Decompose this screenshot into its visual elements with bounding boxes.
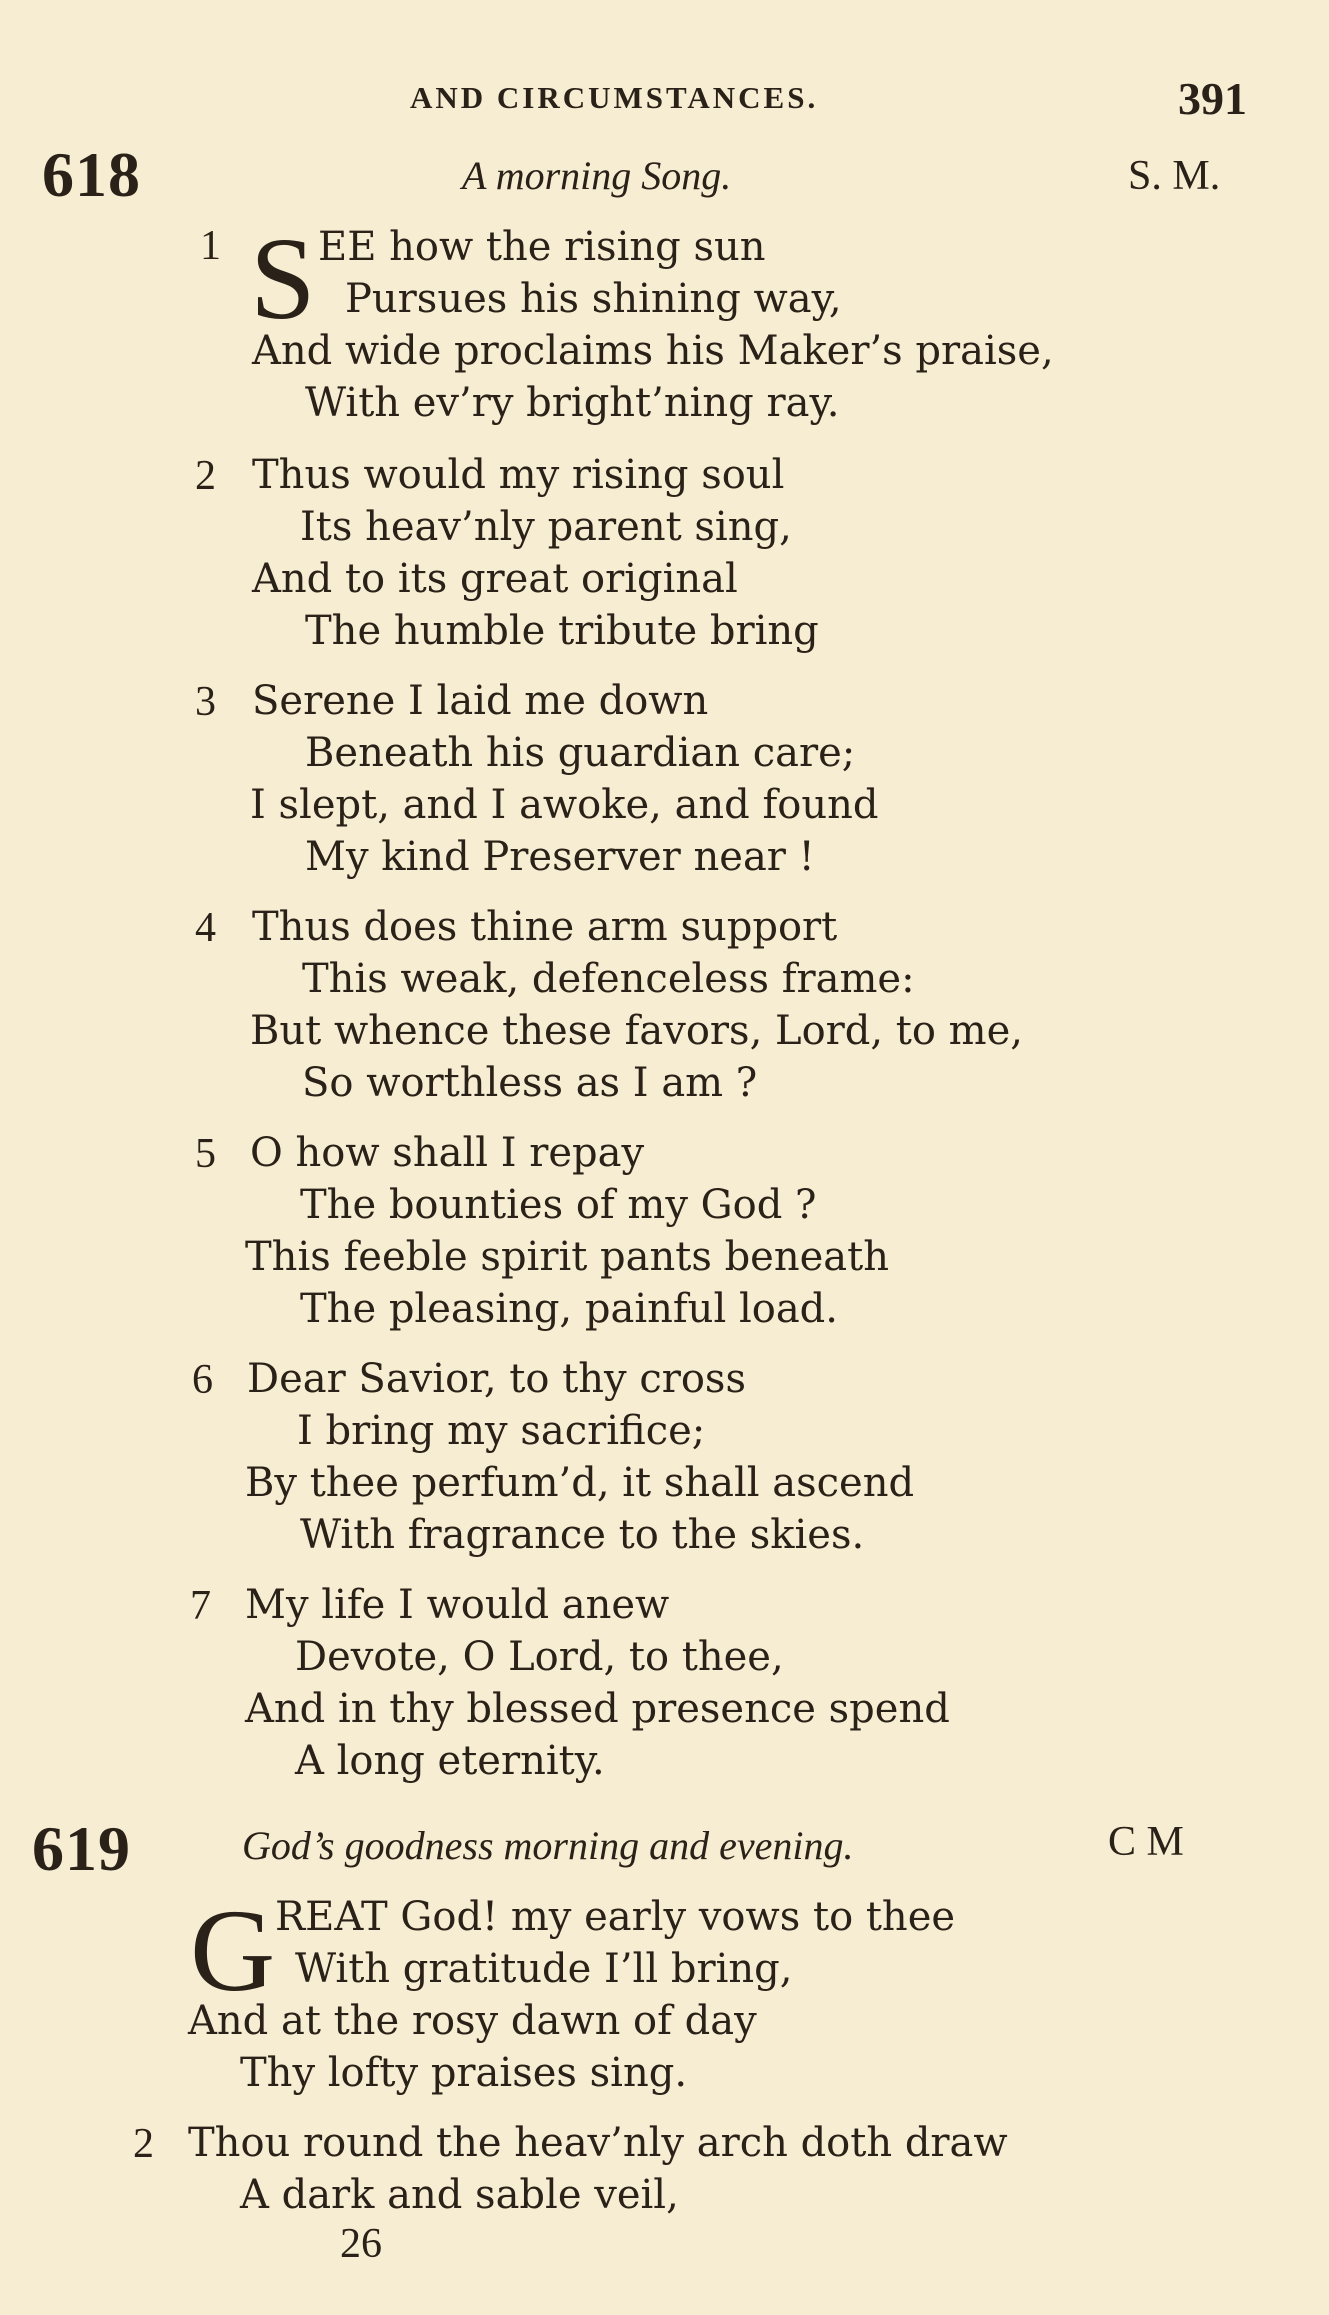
verse-line: But whence these favors, Lord, to me, xyxy=(250,1008,1023,1054)
verse-line: By thee perfum’d, it shall ascend xyxy=(245,1460,915,1506)
verse-number: 4 xyxy=(195,905,216,951)
verse-line: Thou round the heav’nly arch doth draw xyxy=(188,2120,1008,2166)
hymn-title: God’s goodness morning and evening. xyxy=(242,1823,854,1868)
verse-number: 7 xyxy=(190,1583,211,1629)
hymn-number: 618 xyxy=(42,139,141,210)
verse-number: 1 xyxy=(200,223,221,269)
verse-line: Thy lofty praises sing. xyxy=(240,2050,688,2096)
hymn-meter: C M xyxy=(1108,1819,1184,1865)
verse-line: A dark and sable veil, xyxy=(240,2172,679,2218)
drop-cap: G xyxy=(190,1885,276,2016)
verse-number: 6 xyxy=(192,1357,213,1403)
verse-line: This weak, defenceless frame: xyxy=(302,956,915,1002)
verse-line: And at the rosy dawn of day xyxy=(188,1998,757,2044)
verse-number: 2 xyxy=(133,2121,154,2167)
verse-line: With fragrance to the skies. xyxy=(300,1512,865,1558)
verse-line: A long eternity. xyxy=(295,1738,605,1784)
verse-number: 2 xyxy=(195,453,216,499)
verse-line: I slept, and I awoke, and found xyxy=(250,782,879,828)
verse-line: Its heav’nly parent sing, xyxy=(300,504,792,550)
verse-line: This feeble spirit pants beneath xyxy=(245,1234,889,1280)
verse-line: Thus does thine arm support xyxy=(252,904,838,950)
verse-line: The pleasing, painful load. xyxy=(300,1286,838,1332)
signature-mark: 26 xyxy=(340,2221,382,2267)
verse-line: The humble tribute bring xyxy=(305,608,819,654)
verse-line: Devote, O Lord, to thee, xyxy=(295,1634,784,1680)
verse-line: And to its great original xyxy=(252,556,738,602)
verse-line: Beneath his guardian care; xyxy=(305,730,856,776)
verse-line: And in thy blessed presence spend xyxy=(245,1686,950,1732)
hymn-meter: S. M. xyxy=(1128,153,1221,199)
verse-line: Thus would my rising soul xyxy=(252,452,785,498)
verse-number: 3 xyxy=(195,679,216,725)
running-head: AND CIRCUMSTANCES. xyxy=(410,80,819,115)
verse-line: O how shall I repay xyxy=(250,1130,645,1176)
verse-number: 5 xyxy=(195,1131,216,1177)
verse-line: I bring my sacrifice; xyxy=(297,1408,706,1454)
verse-line: Pursues his shining way, xyxy=(345,276,842,322)
verse-line: With gratitude I’ll bring, xyxy=(295,1946,793,1992)
hymn-title: A morning Song. xyxy=(462,153,732,198)
page-number: 391 xyxy=(1178,73,1247,124)
verse-line: The bounties of my God ? xyxy=(300,1182,817,1228)
verse-line: Dear Savior, to thy cross xyxy=(247,1356,746,1402)
verse-line: And wide proclaims his Maker’s praise, xyxy=(252,328,1054,374)
verse-line: EE how the rising sun xyxy=(318,224,766,270)
drop-cap: S xyxy=(250,213,316,344)
verse-line: REAT God! my early vows to thee xyxy=(275,1894,956,1940)
verse-line: My kind Preserver near ! xyxy=(305,834,815,880)
hymn-number: 619 xyxy=(32,1813,131,1884)
verse-line: So worthless as I am ? xyxy=(302,1060,758,1106)
verse-line: With ev’ry bright’ning ray. xyxy=(305,380,840,426)
verse-line: Serene I laid me down xyxy=(252,678,709,724)
verse-line: My life I would anew xyxy=(245,1582,670,1628)
